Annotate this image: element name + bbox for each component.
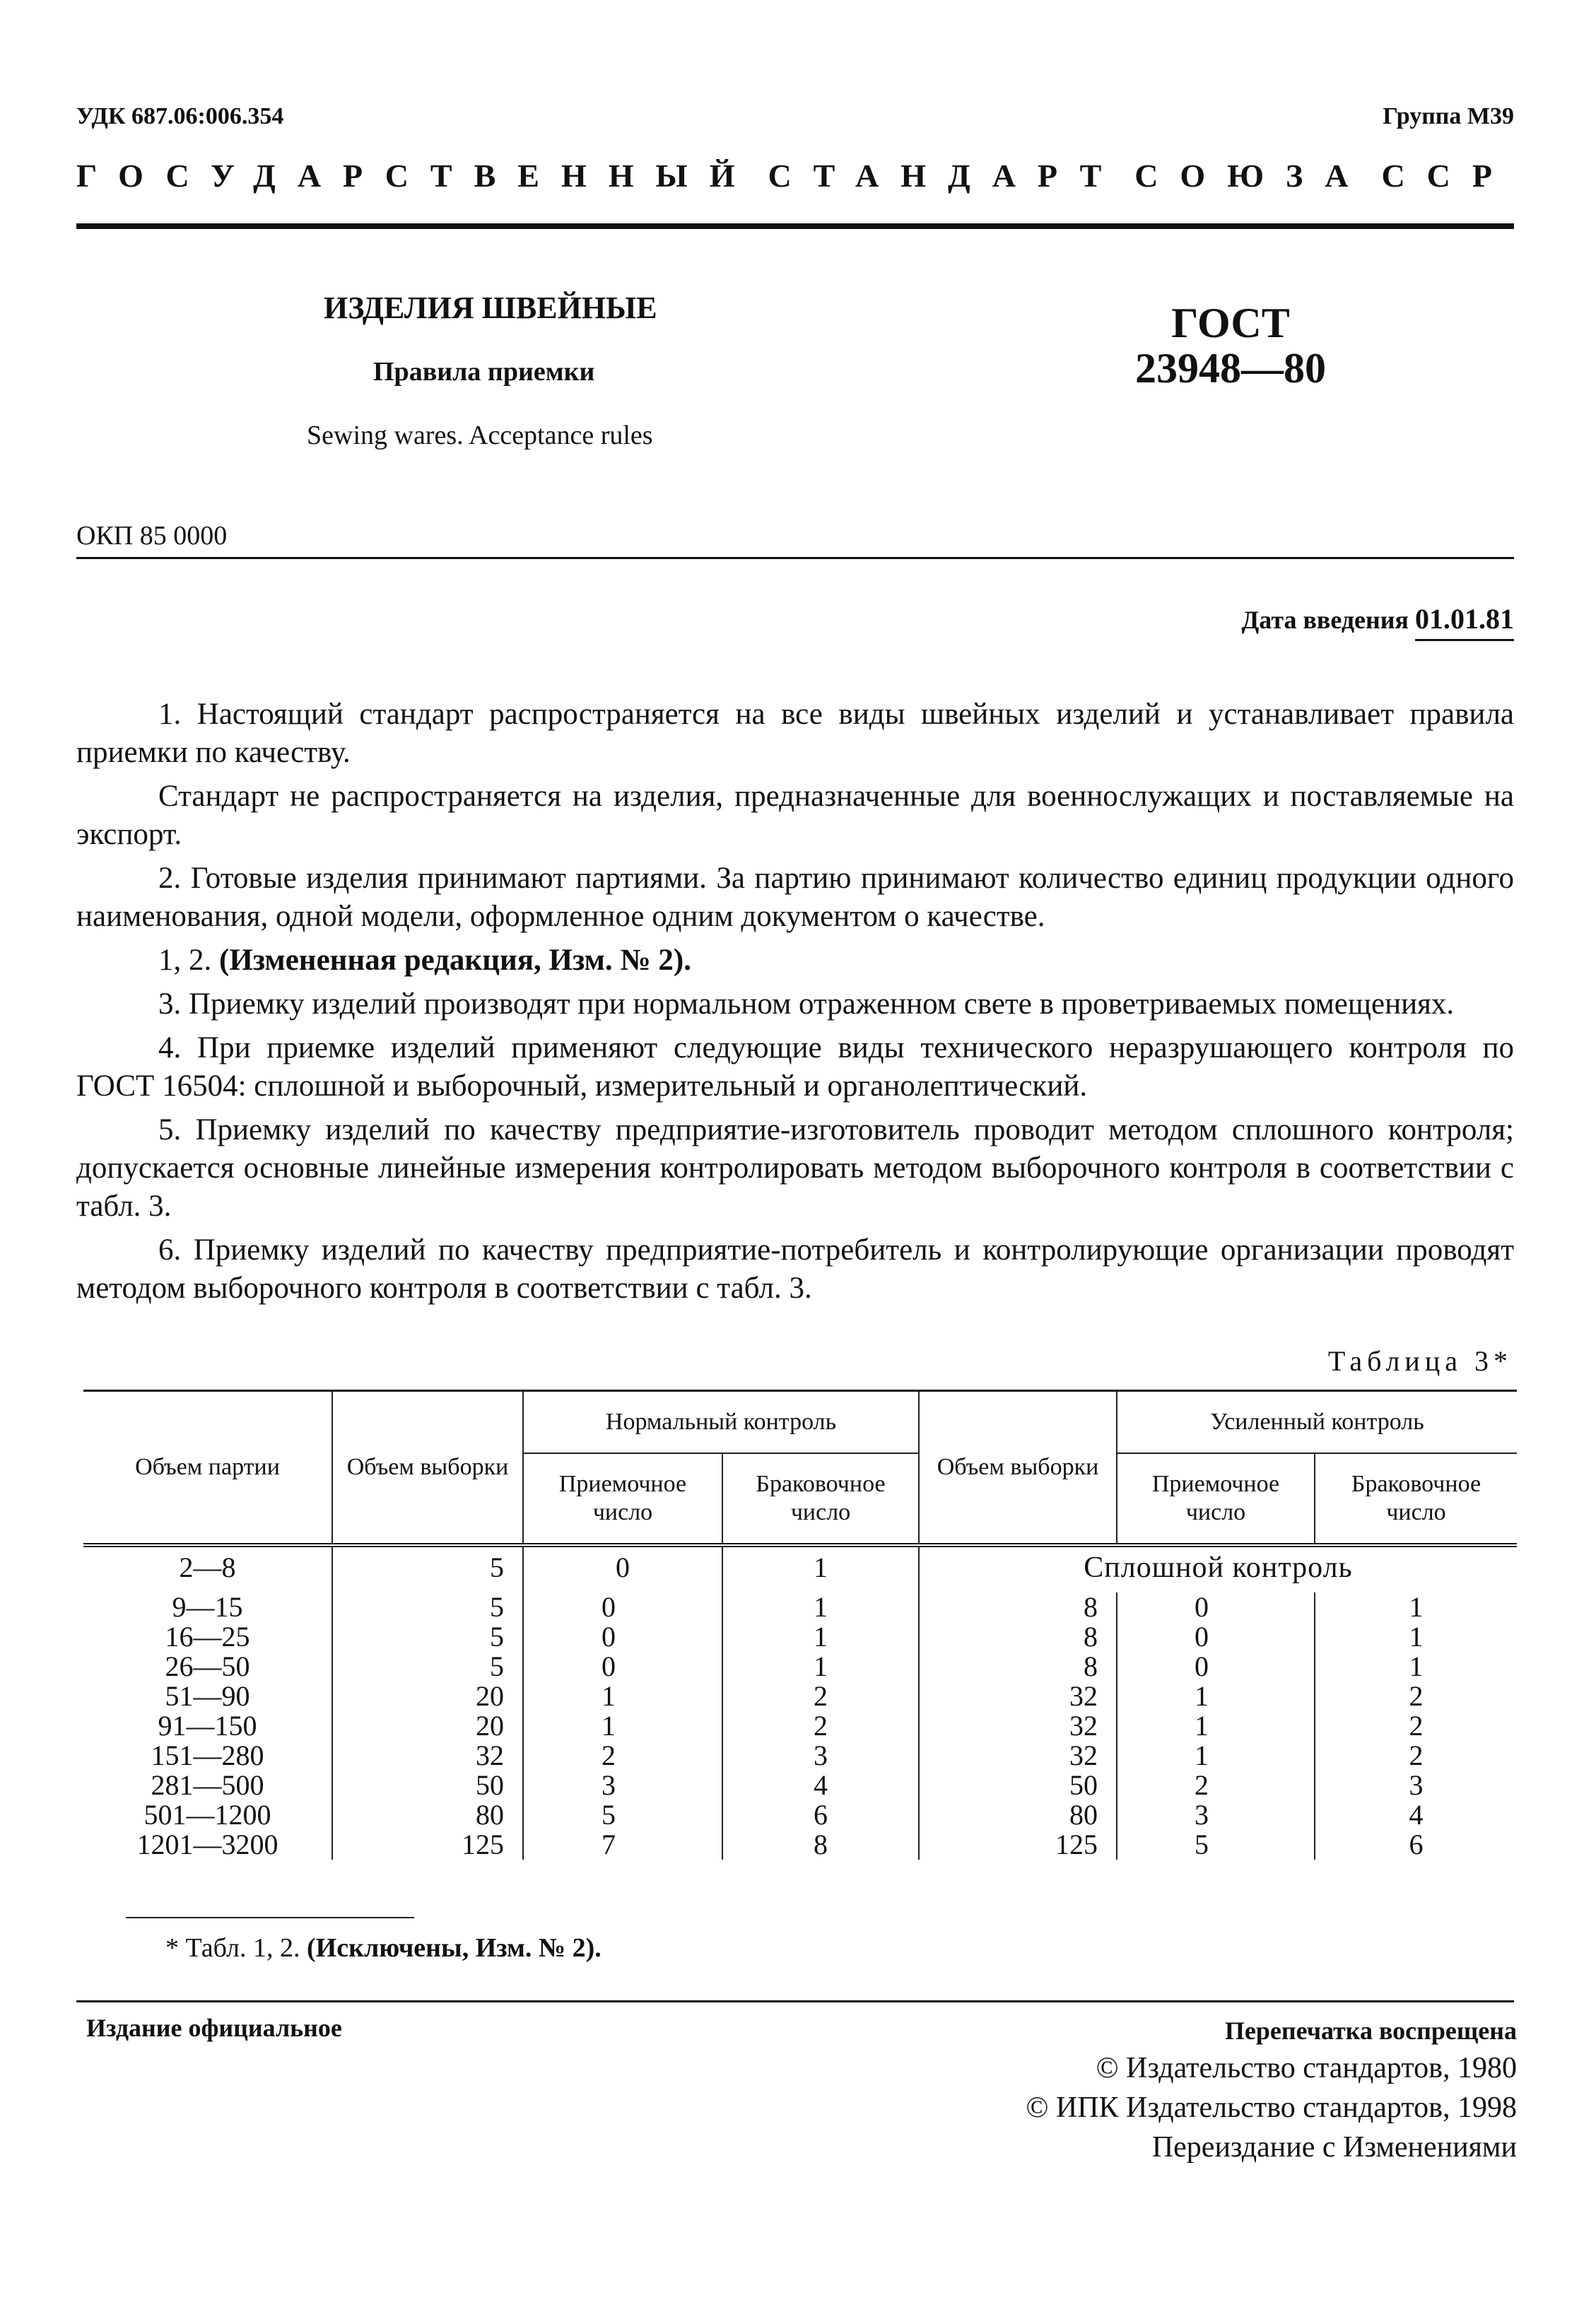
state-standard-word-text: СОЮЗА <box>1134 158 1371 194</box>
cell-normal-reject: 2 <box>722 1711 919 1741</box>
table-caption: Таблица 3* <box>1327 1345 1513 1377</box>
cell-normal-accept: 0 <box>523 1622 722 1652</box>
cell-normal-accept: 7 <box>523 1830 722 1860</box>
udk-code: УДК 687.06:006.354 <box>76 103 284 129</box>
cell-lot: 26—50 <box>165 1650 250 1682</box>
cell-normal-sample: 50 <box>332 1771 523 1800</box>
cell-normal-accept: 3 <box>523 1771 722 1800</box>
okp-rule <box>76 557 1514 559</box>
cell-tightened-accept: 1 <box>1117 1711 1315 1741</box>
cell-normal-accept: 1 <box>523 1682 722 1711</box>
cell-full-control: Сплошной контроль <box>919 1545 1517 1592</box>
header-tightened-accept <box>1117 1453 1315 1545</box>
state-standard-word <box>1134 157 1370 194</box>
cell-tightened-sample: 8 <box>919 1652 1117 1682</box>
paragraph-3: 3. Приемку изделий производят при нормальном отраженном свете в проветриваемых помещениях. <box>158 987 1455 1021</box>
cell-tightened-accept: 1 <box>1117 1682 1315 1711</box>
footer-rights <box>1026 2013 1517 2167</box>
cell-lot: 281—500 <box>151 1768 264 1801</box>
document-subtitle: Правила приемки <box>373 357 595 387</box>
cell-tightened-sample: 32 <box>919 1711 1117 1741</box>
state-standard-word <box>76 157 757 194</box>
paragraph-4: 4. При приемке изделий применяют следующие виды технического неразрушающего контроля по ГОСТ 16504: сплошной и выборочный, измерительный и органолептический. <box>76 1031 1514 1103</box>
cell-normal-sample: 5 <box>332 1592 523 1622</box>
cell-lot: 501—1200 <box>143 1798 271 1831</box>
cell-normal-accept: 0 <box>523 1592 722 1622</box>
cell-normal-reject: 3 <box>722 1741 919 1771</box>
cell-tightened-accept: 3 <box>1117 1800 1315 1830</box>
cell-lot: 151—280 <box>151 1739 264 1771</box>
footnote <box>165 1932 602 1964</box>
table-row <box>83 1545 1517 1592</box>
cell-normal-sample: 20 <box>332 1711 523 1741</box>
paragraph-1: 1. Настоящий стандарт распространяется на все виды швейных изделий и устанавливает правила приемки по качеству. <box>76 698 1514 769</box>
header-tightened-reject-text: Браковочное число <box>1351 1470 1481 1525</box>
table-row <box>83 1622 1517 1652</box>
footnote-note: (Исключены, Изм. № 2). <box>306 1933 602 1963</box>
cell-tightened-accept: 0 <box>1117 1622 1315 1652</box>
cell-normal-sample: 32 <box>332 1741 523 1771</box>
gost-number: 23948—80 <box>1135 345 1326 392</box>
header-rule <box>76 223 1514 229</box>
header-tightened-accept-text: Приемочное число <box>1151 1470 1280 1525</box>
body-text <box>76 696 1514 1308</box>
cell-tightened-reject: 1 <box>1315 1592 1517 1622</box>
cell-normal-accept: 2 <box>523 1741 722 1771</box>
state-standard-word-text: ГОСУДАРСТВЕННЫЙ <box>76 158 757 194</box>
table-row <box>83 1652 1517 1682</box>
cell-tightened-sample: 32 <box>919 1741 1117 1771</box>
cell-tightened-accept: 1 <box>1117 1741 1315 1771</box>
cell-tightened-accept: 0 <box>1117 1652 1315 1682</box>
cell-normal-sample: 5 <box>332 1622 523 1652</box>
cell-lot: 91—150 <box>158 1709 257 1742</box>
header-normal-accept <box>523 1453 722 1545</box>
table-row <box>83 1800 1517 1830</box>
cell-tightened-sample: 50 <box>919 1771 1117 1800</box>
cell-lot: 51—90 <box>165 1679 250 1712</box>
header-lot-size: Объем партии <box>83 1391 332 1545</box>
cell-tightened-accept: 5 <box>1117 1830 1315 1860</box>
paragraph-6: 6. Приемку изделий по качеству предприятие-потребитель и контролирующие организации проводят методом выборочного контроля в соответствии с табл. 3. <box>76 1233 1514 1305</box>
cell-normal-reject: 4 <box>722 1771 919 1800</box>
gost-label: ГОСТ <box>1171 300 1290 346</box>
cell-tightened-reject: 2 <box>1315 1741 1517 1771</box>
state-standard-word-text: СТАНДАРТ <box>768 158 1124 194</box>
reissue-note: Переиздание с Изменениями <box>1151 2131 1517 2164</box>
header-tightened-reject <box>1315 1453 1517 1545</box>
cell-tightened-reject: 6 <box>1315 1830 1517 1860</box>
header-tightened-sample-size: Объем выборки <box>919 1391 1117 1545</box>
cell-tightened-reject: 4 <box>1315 1800 1517 1830</box>
header-tightened-control: Усиленный контроль <box>1117 1391 1517 1453</box>
acceptance-table <box>83 1390 1517 1860</box>
cell-tightened-reject: 1 <box>1315 1622 1517 1652</box>
footnote-prefix: * Табл. 1, 2. <box>165 1933 307 1963</box>
cell-normal-accept: 5 <box>523 1800 722 1830</box>
cell-tightened-sample: 8 <box>919 1622 1117 1652</box>
cell-lot: 2—8 <box>179 1551 236 1583</box>
english-title: Sewing wares. Acceptance rules <box>307 421 653 450</box>
cell-tightened-accept: 0 <box>1117 1592 1315 1622</box>
paragraph-1b: Стандарт не распространяется на изделия, предназначенные для военнослужащих и поставляемые на экспорт. <box>76 780 1514 851</box>
cell-normal-sample: 80 <box>332 1800 523 1830</box>
state-standard-word <box>1381 157 1514 194</box>
table-row <box>83 1711 1517 1741</box>
cell-normal-accept: 0 <box>523 1652 722 1682</box>
header-normal-sample-size: Объем выборки <box>332 1391 523 1545</box>
cell-normal-reject: 1 <box>722 1592 919 1622</box>
group-code: Группа М39 <box>1383 103 1514 129</box>
cell-tightened-sample: 32 <box>919 1682 1117 1711</box>
footnote-rule <box>126 1917 414 1918</box>
cell-tightened-reject: 1 <box>1315 1652 1517 1682</box>
amendment-note: (Измененная редакция, Изм. № 2). <box>219 944 691 977</box>
introduction-date-value: 01.01.81 <box>1415 603 1514 641</box>
cell-tightened-sample: 125 <box>919 1830 1117 1860</box>
paragraph-1-2-amendment <box>76 941 1514 980</box>
cell-lot: 1201—3200 <box>136 1828 278 1860</box>
cell-tightened-reject: 2 <box>1315 1682 1517 1711</box>
cell-normal-accept: 0 <box>523 1545 722 1592</box>
document-title: ИЗДЕЛИЯ ШВЕЙНЫЕ <box>324 291 657 325</box>
cell-lot: 9—15 <box>172 1590 243 1623</box>
header-normal-control: Нормальный контроль <box>523 1391 919 1453</box>
cell-normal-reject: 1 <box>722 1652 919 1682</box>
paragraph-2: 2. Готовые изделия принимают партиями. За партию принимают количество единиц продукции одного наименования, одной модели, оформленное одним документом о качестве. <box>76 862 1514 933</box>
table-row <box>83 1682 1517 1711</box>
copyright-1980: © Издательство стандартов, 1980 <box>1096 2052 1517 2084</box>
table-row <box>83 1741 1517 1771</box>
cell-normal-accept: 1 <box>523 1711 722 1741</box>
okp-code: ОКП 85 0000 <box>76 521 228 551</box>
footer-rule <box>76 2000 1514 2002</box>
cell-tightened-accept: 2 <box>1117 1771 1315 1800</box>
cell-tightened-reject: 3 <box>1315 1771 1517 1800</box>
table-row <box>83 1771 1517 1800</box>
official-edition: Издание официальное <box>86 2014 342 2042</box>
cell-normal-sample: 5 <box>332 1652 523 1682</box>
header-normal-reject <box>722 1453 919 1545</box>
cell-tightened-sample: 8 <box>919 1592 1117 1622</box>
cell-normal-reject: 8 <box>722 1830 919 1860</box>
header-normal-reject-text: Браковочное число <box>756 1470 886 1525</box>
state-standard-heading <box>76 157 1514 194</box>
header-normal-accept-text: Приемочное число <box>558 1470 687 1525</box>
state-standard-word <box>768 157 1123 194</box>
cell-tightened-reject: 2 <box>1315 1711 1517 1741</box>
cell-normal-reject: 1 <box>722 1622 919 1652</box>
table-row <box>83 1830 1517 1860</box>
cell-normal-reject: 2 <box>722 1682 919 1711</box>
cell-tightened-sample: 80 <box>919 1800 1117 1830</box>
introduction-date-label: Дата введения <box>1241 606 1415 634</box>
cell-lot: 16—25 <box>165 1620 250 1653</box>
copyright-1998: © ИПК Издательство стандартов, 1998 <box>1026 2091 1517 2124</box>
reprint-prohibited: Перепечатка воспрещена <box>1224 2017 1517 2045</box>
introduction-date <box>1242 602 1515 635</box>
amendment-prefix: 1, 2. <box>158 944 219 977</box>
cell-normal-sample: 125 <box>332 1830 523 1860</box>
cell-normal-sample: 20 <box>332 1682 523 1711</box>
state-standard-word-text: ССР <box>1381 158 1514 194</box>
cell-normal-sample: 5 <box>332 1545 523 1592</box>
cell-normal-reject: 1 <box>722 1545 919 1592</box>
cell-normal-reject: 6 <box>722 1800 919 1830</box>
paragraph-5: 5. Приемку изделий по качеству предприятие-изготовитель проводит методом сплошного контроля; допускается основные линейные измерения контролировать методом выборочного контроля в соответствии с табл. 3. <box>76 1113 1514 1223</box>
table-row <box>83 1592 1517 1622</box>
